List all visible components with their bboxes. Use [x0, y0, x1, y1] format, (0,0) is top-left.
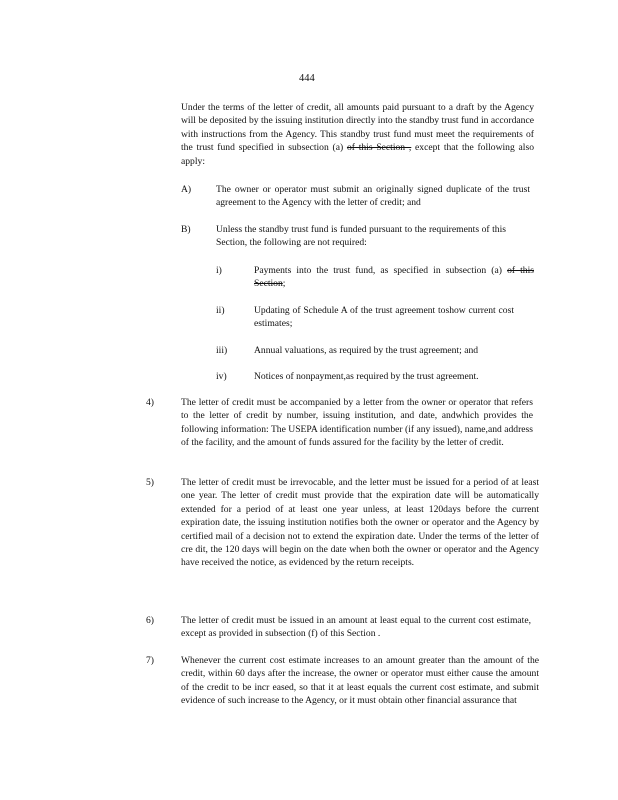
item-b-label: B) [181, 224, 191, 235]
item-7-label: 7) [146, 655, 154, 666]
sub-iii-label: iii) [216, 345, 228, 356]
sub-iv-label: iv) [216, 371, 227, 382]
sub-i-struck: of this Section [254, 265, 534, 290]
intro-paragraph [181, 101, 534, 168]
item-5-label: 5) [146, 477, 154, 488]
struck-text: of this Section , [346, 142, 412, 154]
item-b-text: Unless the standby trust fund is funded pursuant to the requirements of this Section, the following are not required: [216, 224, 506, 249]
sub-i-main: Payments into the trust fund, as specified in subsection (a) [254, 265, 502, 276]
page-number: 444 [299, 73, 315, 84]
sub-ii-text: Updating of Schedule A of the trust agreement toshow current cost estimates; [254, 305, 514, 330]
sub-iv-text: Notices of nonpayment,as required by the trust agreement. [254, 371, 479, 382]
intro-text-end: except that the following also apply: [181, 142, 534, 167]
intro-text: Under the terms of the letter of credit, all amounts paid pursuant to a draft by the Agency will be deposited by the issuing institution directly into the standby trust fund in accordance with instructions from the Agency. This standby trust fund must meet the requirements of the trust fund specified in subsection (a) [181, 102, 534, 154]
item-4-label: 4) [146, 397, 154, 408]
item-6-label: 6) [146, 615, 154, 626]
item-7-text: Whenever the current cost estimate increases to an amount greater than the amount of the credit, within 60 days after the increase, the owner or operator must either cause the amount of the credit to be incr eased, so that it at least equals the current cost estimate, and submit evidence of such increase to the Agency, or it must obtain other financial assurance that [181, 655, 539, 707]
item-6-text: The letter of credit must be issued in an amount at least equal to the current cost estimate, except as provided in subsection (f) of this Section . [181, 615, 531, 640]
item-a-text: The owner or operator must submit an originally signed duplicate of the trust agreement to the Agency with the letter of credit; and [216, 184, 530, 209]
item-a-label: A) [181, 184, 192, 195]
sub-i-after: ; [282, 278, 286, 290]
sub-i-label: i) [216, 265, 222, 276]
sub-iii-text: Annual valuations, as required by the trust agreement; and [254, 345, 479, 356]
sub-ii-label: ii) [216, 305, 225, 316]
item-5-text: The letter of credit must be irrevocable, and the letter must be issued for a period of at least one year. The letter of credit must provide that the expiration date will be automatically extended for a period of at least one year unless, at least 120days before the current expiration date, the issuing institution notifies both the owner or operator and the Agency by certified mail of a decision not to extend the expiration date. Under the terms of the letter of cre dit, the 120 days will begin on the date when both the owner or operator and the Agency have received the notice, as evidenced by the return receipts. [181, 477, 539, 569]
sub-i-text [254, 264, 534, 291]
item-4-text: The letter of credit must be accompanied by a letter from the owner or operator that refers to the letter of credit by number, issuing institution, and date, andwhich provides the following information: The USEPA identification number (if any issued), name,and address of the facility, and the amount of funds assured for the facility by the letter of credit. [181, 397, 533, 449]
